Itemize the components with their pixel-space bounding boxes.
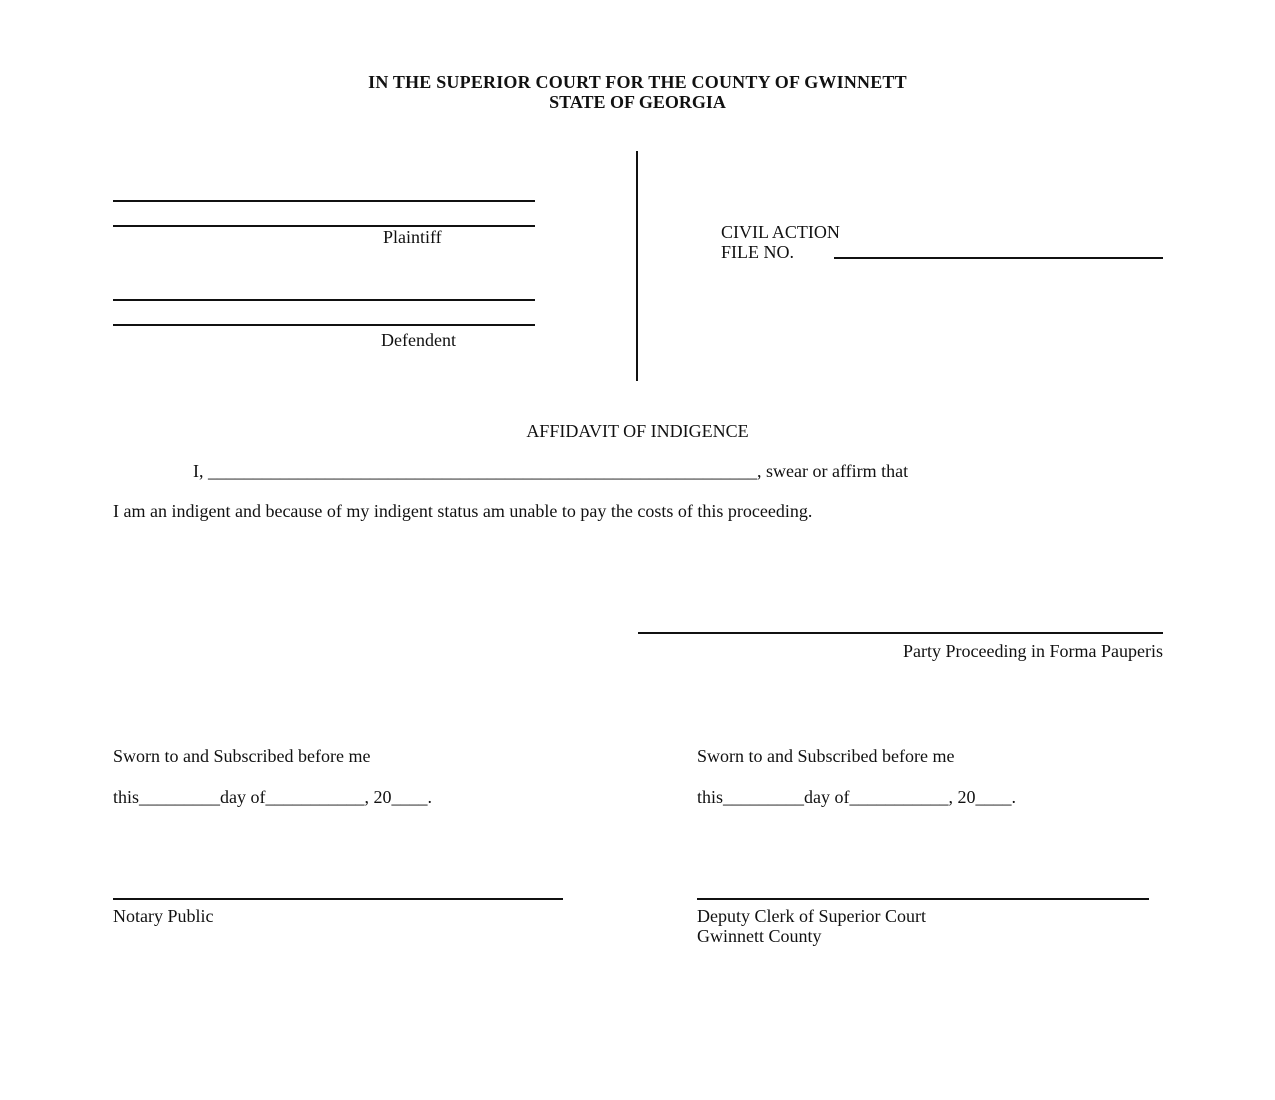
affiant-name-blank[interactable]: _____________________________________________________________ (208, 461, 757, 481)
affidavit-title: AFFIDAVIT OF INDIGENCE (526, 421, 749, 441)
clerk-date-line[interactable]: this_________day of___________, 20____. (697, 787, 1016, 807)
notary-signature-line[interactable] (113, 898, 563, 900)
affidavit-line-2: I am an indigent and because of my indigent status am unable to pay the costs of this proceeding. (113, 501, 813, 521)
affiant-prefix: I, (193, 461, 208, 481)
county-label: Gwinnett County (697, 926, 822, 946)
affiant-suffix: , swear or affirm that (757, 461, 909, 481)
court-heading: IN THE SUPERIOR COURT FOR THE COUNTY OF GWINNETT (368, 72, 907, 92)
party-signature-label: Party Proceeding in Forma Pauperis (903, 641, 1163, 661)
file-no-line[interactable] (834, 257, 1163, 259)
plaintiff-label: Plaintiff (383, 227, 442, 247)
party-signature-line[interactable] (638, 632, 1163, 634)
notary-date-line[interactable]: this_________day of___________, 20____. (113, 787, 432, 807)
defendant-label: Defendent (381, 330, 456, 350)
clerk-signature-line[interactable] (697, 898, 1149, 900)
notary-sworn-line: Sworn to and Subscribed before me (113, 746, 371, 766)
file-no-label: FILE NO. (721, 242, 794, 262)
plaintiff-line-1[interactable] (113, 200, 535, 202)
notary-public-label: Notary Public (113, 906, 214, 926)
caption-divider (636, 151, 638, 381)
deputy-clerk-label: Deputy Clerk of Superior Court (697, 906, 926, 926)
state-heading: STATE OF GEORGIA (549, 92, 726, 112)
clerk-sworn-line: Sworn to and Subscribed before me (697, 746, 955, 766)
defendant-line-2[interactable] (113, 324, 535, 326)
defendant-line-1[interactable] (113, 299, 535, 301)
plaintiff-line-2[interactable] (113, 225, 535, 227)
civil-action-label: CIVIL ACTION (721, 222, 840, 242)
affidavit-line-1 (193, 461, 908, 482)
